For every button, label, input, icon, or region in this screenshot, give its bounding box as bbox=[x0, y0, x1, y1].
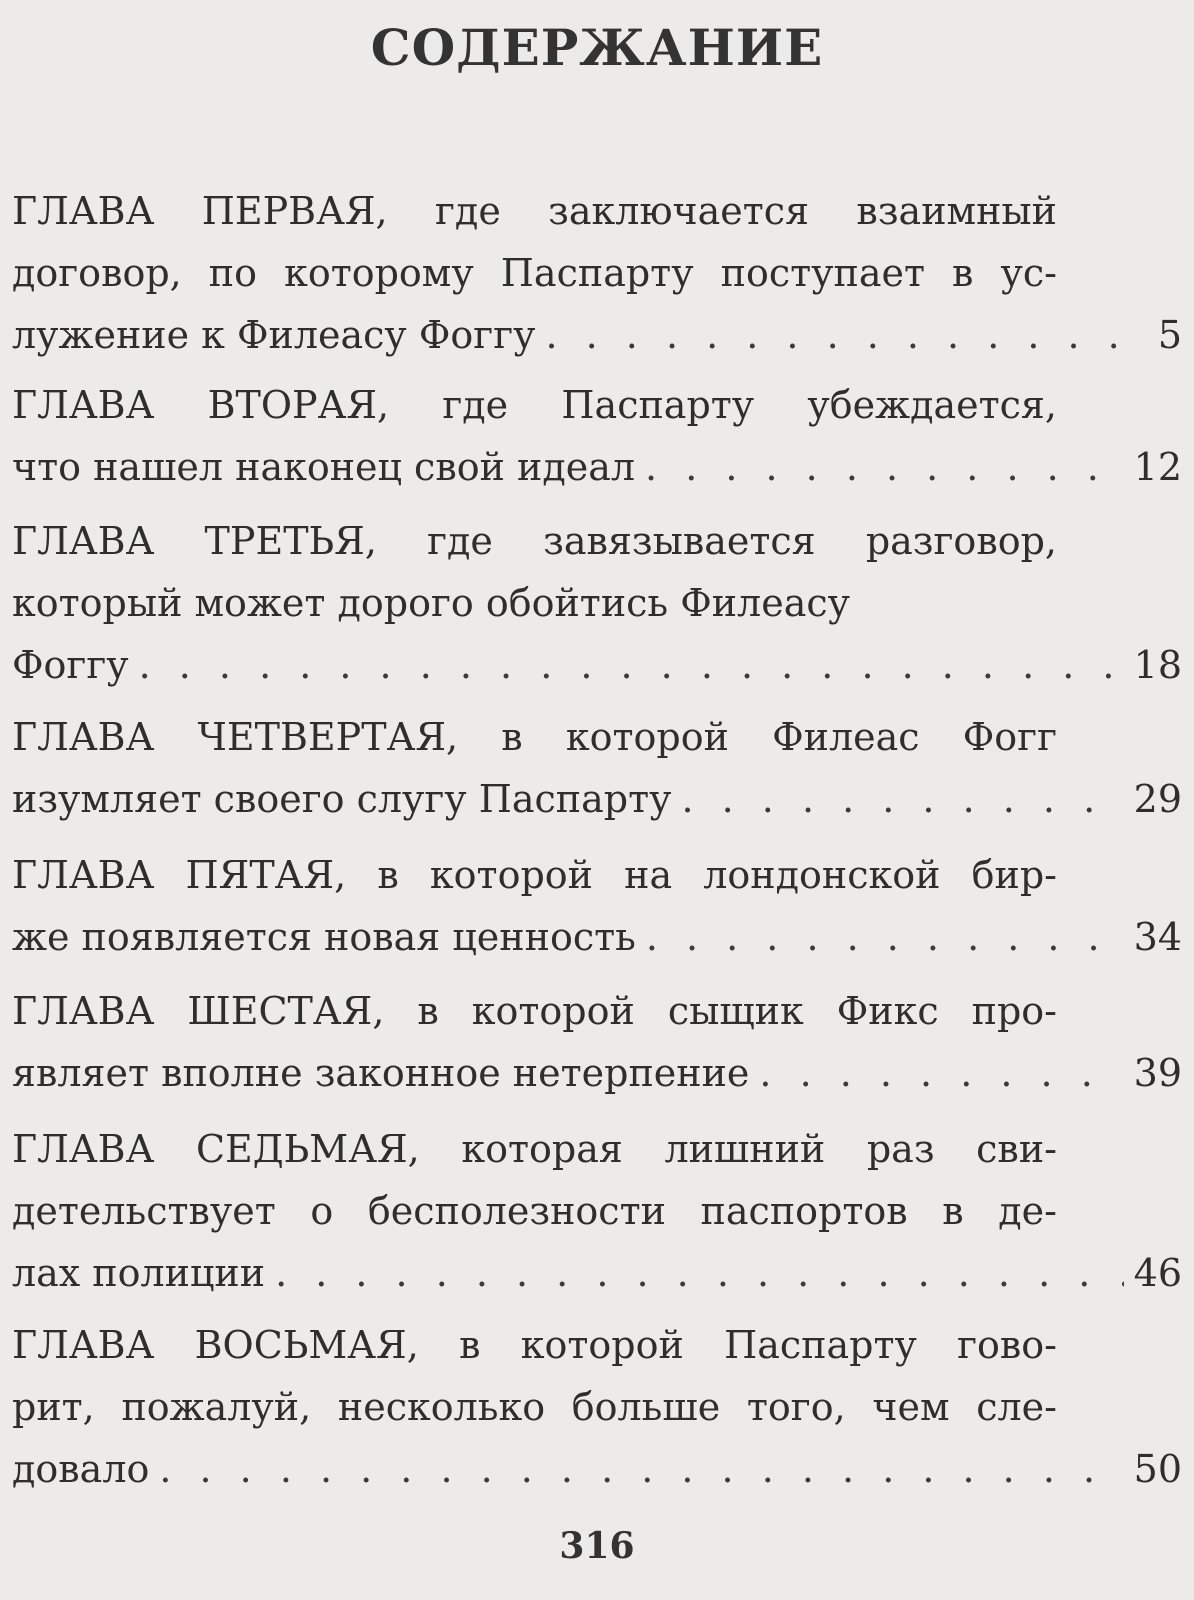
toc-entry-line: ГЛАВА ЧЕТВЕРТАЯ, в которой Филеас Фогг bbox=[12, 715, 1057, 759]
toc-entry-line: довало bbox=[12, 1447, 150, 1491]
toc-page-number: 5 bbox=[1157, 313, 1182, 357]
toc-entry-line: ГЛАВА ТРЕТЬЯ, где завязывается разговор, bbox=[12, 519, 1057, 563]
toc-page-number: 39 bbox=[1133, 1051, 1182, 1095]
toc-entry-line: лужение к Филеасу Фоггу bbox=[12, 313, 536, 357]
dot-leader bbox=[139, 634, 1124, 696]
page-title: СОДЕРЖАНИЕ bbox=[370, 18, 824, 77]
page-number: 316 bbox=[559, 1525, 635, 1567]
dot-leader bbox=[275, 1242, 1124, 1304]
toc-page-number: 18 bbox=[1133, 643, 1182, 687]
toc-entry-line: рит, пожалуй, несколько больше того, чем сле- bbox=[12, 1385, 1057, 1429]
toc-entry-line: что нашел наконец свой идеал bbox=[12, 445, 636, 489]
toc-entry-2 bbox=[12, 374, 1182, 498]
toc-entry-line: же появляется новая ценность bbox=[12, 915, 636, 959]
toc-page-number: 29 bbox=[1133, 777, 1182, 821]
toc-entry-line: лах полиции bbox=[12, 1251, 266, 1295]
dot-leader bbox=[645, 436, 1124, 498]
toc-page-number: 34 bbox=[1133, 915, 1182, 959]
toc-entry-line: являет вполне законное нетерпение bbox=[12, 1051, 750, 1095]
toc-entry-1 bbox=[12, 180, 1182, 366]
toc-entry-line: ГЛАВА ВОСЬМАЯ, в которой Паспарту гово- bbox=[12, 1323, 1057, 1367]
toc-entry-7 bbox=[12, 1118, 1182, 1304]
toc-entry-line: который может дорого обойтись Филеасу bbox=[12, 581, 850, 625]
toc-entry-line: ГЛАВА ВТОРАЯ, где Паспарту убеждается, bbox=[12, 383, 1057, 427]
toc-entry-line: ГЛАВА СЕДЬМАЯ, которая лишний раз сви- bbox=[12, 1127, 1057, 1171]
toc-entry-8 bbox=[12, 1314, 1182, 1500]
toc-entry-line: договор, по которому Паспарту поступает в ус- bbox=[12, 251, 1057, 295]
toc-entry-line: ГЛАВА ПЯТАЯ, в которой на лондонской бир- bbox=[12, 853, 1057, 897]
toc-entry-line: ГЛАВА ШЕСТАЯ, в которой сыщик Фикс про- bbox=[12, 989, 1057, 1033]
toc-entry-line: детельствует о бесполезности паспортов в де- bbox=[12, 1189, 1057, 1233]
toc-page-number: 12 bbox=[1133, 445, 1182, 489]
toc-entry-line: изумляет своего слугу Паспарту bbox=[12, 777, 672, 821]
dot-leader bbox=[646, 906, 1124, 968]
toc-page-number: 50 bbox=[1133, 1447, 1182, 1491]
toc-entry-line: Фоггу bbox=[12, 643, 129, 687]
dot-leader bbox=[545, 304, 1147, 366]
toc-entry-4 bbox=[12, 706, 1182, 830]
toc-entry-3 bbox=[12, 510, 1182, 696]
toc-entry-5 bbox=[12, 844, 1182, 968]
dot-leader bbox=[681, 768, 1123, 830]
toc-page-number: 46 bbox=[1133, 1251, 1182, 1295]
toc-entry-6 bbox=[12, 980, 1182, 1104]
toc-entry-line: ГЛАВА ПЕРВАЯ, где заключается взаимный bbox=[12, 189, 1057, 233]
dot-leader bbox=[159, 1438, 1123, 1500]
dot-leader bbox=[759, 1042, 1123, 1104]
